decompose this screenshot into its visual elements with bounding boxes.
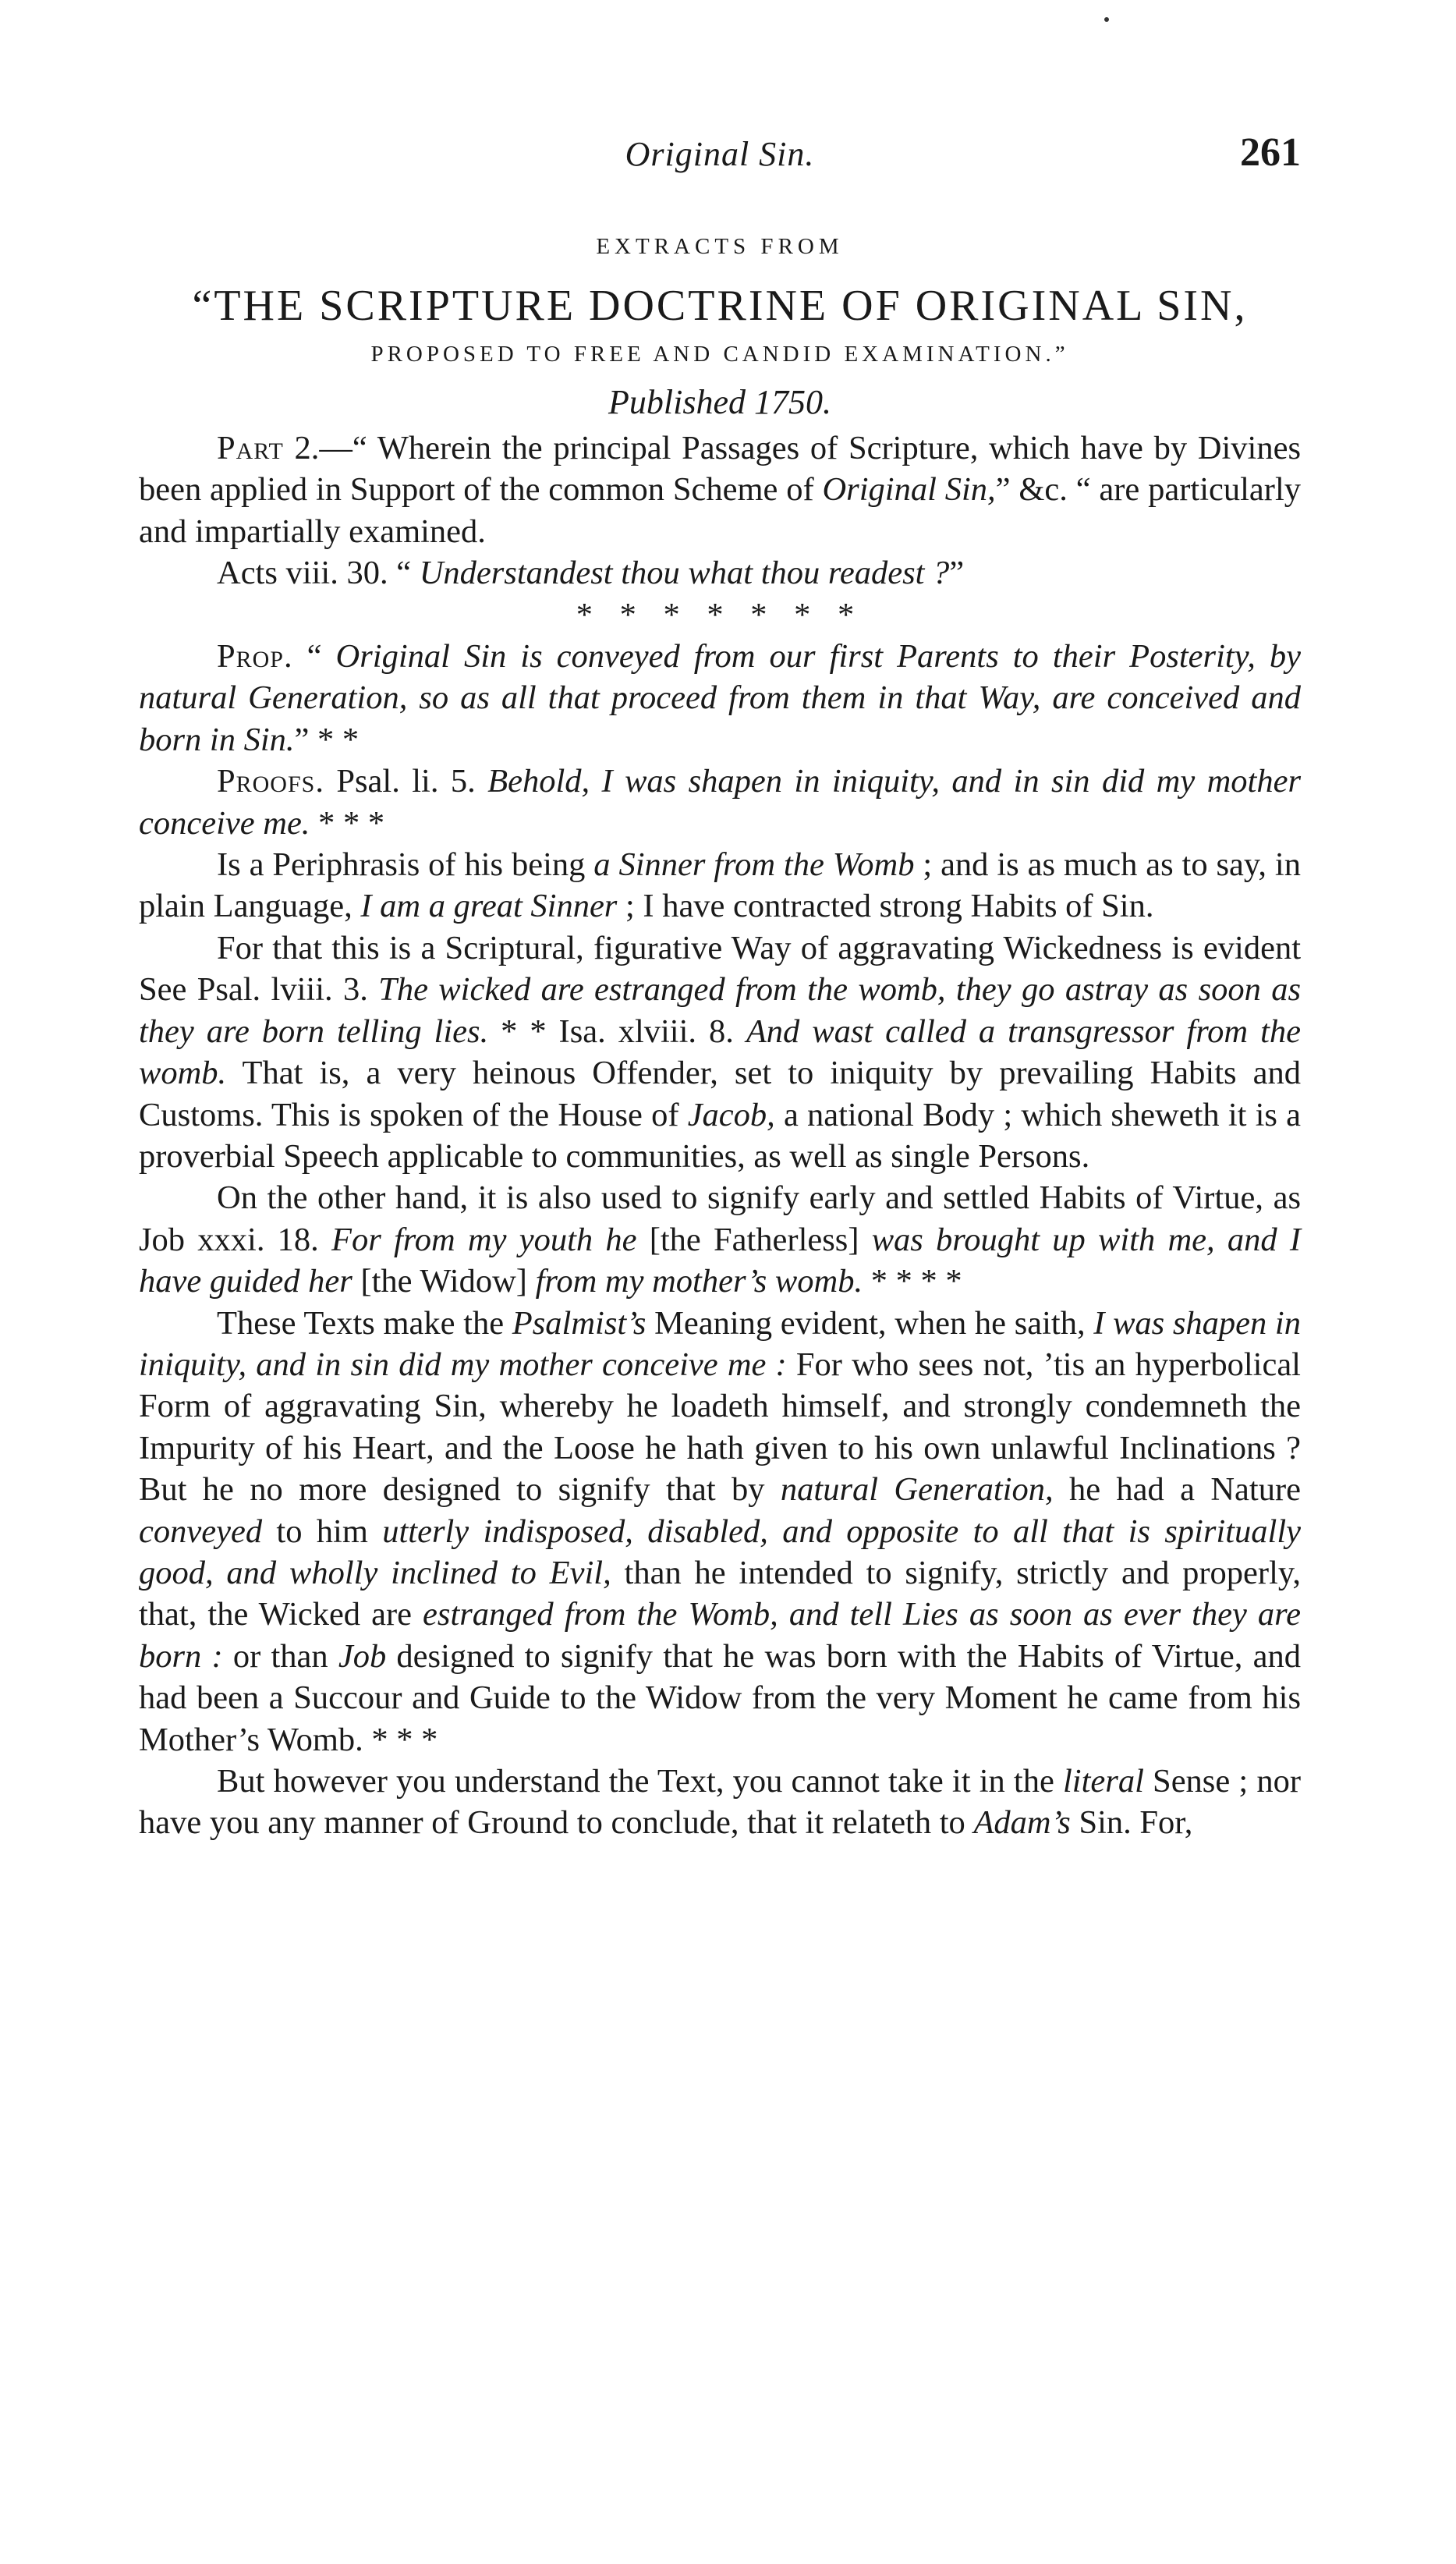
proofs-stars: * * *: [310, 804, 385, 842]
acts-reference: Acts viii. 30. “: [217, 555, 420, 592]
italic-run: Adam’s: [973, 1804, 1071, 1842]
italic-run: Jacob,: [687, 1096, 775, 1133]
paragraph-prop: [139, 636, 1301, 761]
prop-label: Prop.: [217, 638, 293, 676]
book-title: “THE SCRIPTURE DOCTRINE OF ORIGINAL SIN,: [192, 282, 1248, 330]
italic-run: a Sinner from the Womb: [593, 846, 915, 884]
asterisk-row: * * * * * * *: [576, 596, 864, 633]
proofs-reference: Psal. li. 5.: [324, 763, 488, 800]
body-text: [139, 427, 1301, 1844]
prop-open: “: [292, 638, 336, 676]
paragraph-figurative: [139, 927, 1301, 1177]
acts-close: ”: [949, 555, 965, 592]
page-number: 261: [1240, 130, 1301, 175]
part-label: Part: [217, 430, 284, 466]
ink-speck: [1104, 17, 1109, 22]
italic-run: For from my youth he: [331, 1221, 637, 1258]
text-run: or than: [222, 1637, 338, 1675]
text-run: These Texts make the: [217, 1304, 512, 1342]
publication-date: Published 1750.: [608, 383, 831, 421]
part-italic: Original Sin,: [822, 471, 996, 509]
text-run: For who sees not, ’tis an hyperbolical Form of aggravating Sin, whereby he loadeth himself, and strongly condemneth the Impurity of his Heart, and the Loose he hath given to his own unlawful Inclinations ? But he no more designed to signify that by: [139, 1346, 1301, 1509]
page-header: [139, 130, 1301, 189]
italic-run: And wast called a transgressor from the womb.: [139, 1012, 1301, 1092]
text-run: than he intended to signify, strictly and properly, that, the Wicked are: [139, 1554, 1301, 1633]
text-run: But however you understand the Text, you cannot take it in the: [217, 1763, 1063, 1800]
text-run: ; and is as much as to say, in plain Language,: [139, 846, 1301, 925]
italic-run: I was shapen in iniquity, and in sin did my mother conceive me :: [139, 1304, 1301, 1383]
acts-quote: Understandest thou what thou readest ?: [419, 555, 950, 592]
part-text-end: ” &c. “ are particularly and impartially examined.: [139, 471, 1302, 550]
prop-close: ” * *: [294, 721, 360, 758]
text-run: Sense ; nor have you any manner of Ground to conclude, that it relateth to: [139, 1763, 1301, 1842]
text-run: That is, a very heinous Offender, set to iniquity by prevailing Habits and Customs. This is spoken of the House of: [139, 1055, 1301, 1133]
italic-run: utterly indisposed, disabled, and opposite to all that is spiritually good, and wholly inclined to Evil,: [139, 1513, 1301, 1591]
italic-run: from my mother’s womb.: [535, 1263, 863, 1300]
text-run: Is a Periphrasis of his being: [217, 846, 594, 884]
proofs-quote: Behold, I was shapen in iniquity, and in sin did my mother conceive me.: [139, 763, 1301, 842]
italic-run: conveyed: [139, 1513, 263, 1550]
italic-run: was brought up with me, and I have guided her: [139, 1221, 1301, 1300]
text-run: Meaning evident, when he saith,: [646, 1304, 1094, 1342]
running-title: Original Sin.: [625, 135, 815, 173]
text-run: ; I have contracted strong Habits of Sin.: [617, 888, 1154, 925]
italic-run: natural Generation,: [780, 1471, 1054, 1509]
italic-run: literal: [1063, 1763, 1144, 1800]
paragraph-part: [139, 427, 1301, 552]
text-run: * * Isa. xlviii. 8.: [488, 1012, 746, 1050]
text-run: [the Fatherless]: [636, 1221, 872, 1258]
text-run: designed to signify that he was born with the Habits of Virtue, and had been a Succour and Guide to the Widow from the very Moment he came from his Mother’s Womb. * * *: [139, 1637, 1301, 1758]
extracts-heading: EXTRACTS FROM: [596, 234, 844, 259]
text-run: a national Body ; which sheweth it is a proverbial Speech applicable to communities, as well as single Persons.: [139, 1096, 1301, 1175]
paragraph-periphrasis: [139, 844, 1301, 927]
book-subtitle: PROPOSED TO FREE AND CANDID EXAMINATION.”: [370, 342, 1069, 367]
part-text: 2.—“ Wherein the principal Passages of Scripture, which have by Divines been applied in Support of the common Scheme of: [139, 430, 1301, 509]
italic-run: The wicked are estranged from the womb, they go astray as soon as they are born telling lies.: [139, 971, 1301, 1050]
text-run: Sin. For,: [1070, 1804, 1193, 1842]
text-run: * * * *: [863, 1263, 962, 1300]
text-run: he had a Nature: [1053, 1471, 1301, 1509]
paragraph-other-hand: [139, 1177, 1301, 1302]
paragraph-however: [139, 1761, 1301, 1844]
text-run: to him: [262, 1513, 383, 1550]
italic-run: I am a great Sinner: [360, 888, 618, 925]
paragraph-proofs: [139, 761, 1301, 844]
text-run: For that this is a Scriptural, figurative Way of aggravating Wickedness is evident See Psal. lviii. 3.: [139, 929, 1301, 1009]
text-run: [the Widow]: [352, 1263, 536, 1300]
prop-text: Original Sin is conveyed from our first Parents to their Posterity, by natural Generation, so as all that proceed from them in that Way, are conceived and born in Sin.: [139, 638, 1301, 758]
proofs-label: Proofs.: [217, 763, 324, 800]
paragraph-acts: [139, 552, 1301, 594]
paragraph-psalmist: [139, 1303, 1301, 1761]
text-run: On the other hand, it is also used to signify early and settled Habits of Virtue, as Job xxxi. 18.: [139, 1179, 1301, 1258]
italic-run: Psalmist’s: [512, 1304, 647, 1342]
italic-run: Job: [338, 1637, 387, 1675]
italic-run: estranged from the Womb, and tell Lies as soon as ever they are born :: [139, 1596, 1301, 1675]
